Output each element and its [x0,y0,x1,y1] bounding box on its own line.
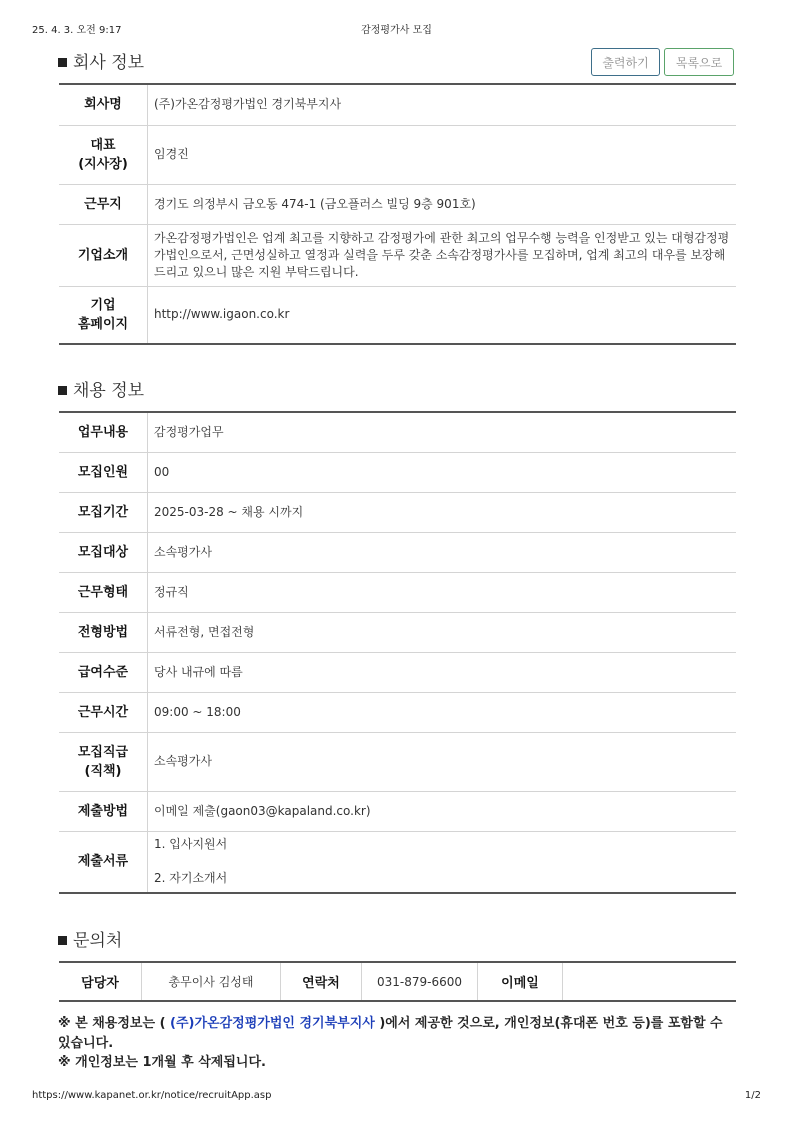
table-row [59,652,736,692]
row-label: 근무지 [59,184,148,224]
square-bullet-icon [58,386,67,395]
homepage-link[interactable]: http://www.igaon.co.kr [154,307,290,322]
table-row [59,962,736,1001]
row-value: 정규직 [148,572,737,612]
table-row [59,286,736,344]
row-value: 이메일 제출(gaon03@kapaland.co.kr) [148,791,737,831]
row-value: 09:00 ~ 18:00 [148,692,737,732]
print-button[interactable]: 출력하기 [591,48,660,76]
row-label: 모집인원 [59,452,148,492]
recruit-section-title [58,376,144,401]
contact-section-title-text: 문의처 [73,931,123,951]
row-label: 모집대상 [59,532,148,572]
row-value: 서류전형, 면접전형 [148,612,737,652]
table-row [59,492,736,532]
row-value: 감정평가업무 [148,412,737,452]
table-row [59,532,736,572]
contact-section-title [58,926,122,951]
row-value: 소속평가사 [148,532,737,572]
notice-prefix: ※ 본 채용정보는 ( [58,1016,171,1031]
phone-label: 연락처 [281,962,362,1001]
table-row [59,612,736,652]
row-value: 2025-03-28 ~ 채용 시까지 [148,492,737,532]
table-row [59,125,736,184]
row-label: 회사명 [59,84,148,125]
notice-suffix: )에서 제공한 것으로, 개인정보(휴대폰 번호 등)를 포함할 수 있습니다. [58,1016,723,1051]
row-value: 1. 입사지원서 2. 자기소개서 [154,837,228,886]
print-datetime: 25. 4. 3. 오전 9:17 [32,25,122,36]
square-bullet-icon [58,936,67,945]
row-value: 소속평가사 [148,732,737,791]
table-row [59,831,736,893]
row-label: 급여수준 [59,652,148,692]
company-intro-value: 가온감정평가법인은 업계 최고를 지향하고 감정평가에 관한 최고의 업무수행 능력을 인정받고 있는 대형감정평가법인으로서, 근면성실하고 열정과 실력을 두루 갖춘 소속감정평가사를 모집하며, 업계 최고의 대우를 보장해드리고 있으니 많은 지원 부탁드립니다. [148,224,737,286]
contact-table [59,961,736,1002]
row-label: 모집기간 [59,492,148,532]
representative-value: 임경진 [148,125,737,184]
table-row [59,452,736,492]
square-bullet-icon [58,58,67,67]
notice-company: (주)가온감정평가법인 경기북부지사 [170,1016,375,1031]
manager-value: 총무이사 김성태 [142,962,281,1001]
row-label: 모집직급 (직책) [59,732,148,791]
company-info-table [59,83,736,345]
deletion-notice: ※ 개인정보는 1개월 후 삭제됩니다. [58,1055,266,1070]
company-name-value: (주)가온감정평가법인 경기북부지사 [148,84,737,125]
row-label: 제출서류 [59,831,148,893]
row-label: 제출방법 [59,791,148,831]
row-label: 대표 (지사장) [59,125,148,184]
row-label: 근무시간 [59,692,148,732]
table-row [59,412,736,452]
manager-label: 담당자 [59,962,142,1001]
table-row [59,732,736,791]
company-section-title-text: 회사 정보 [73,53,145,73]
company-section-title [58,48,144,73]
table-row [59,791,736,831]
recruit-info-table [59,411,736,894]
row-label: 전형방법 [59,612,148,652]
page-number: 1/2 [744,1090,761,1101]
table-row [59,692,736,732]
phone-value: 031-879-6600 [362,962,478,1001]
table-row [59,84,736,125]
row-label: 기업 홈페이지 [59,286,148,344]
row-value: 00 [148,452,737,492]
back-to-list-button[interactable]: 목록으로 [664,48,734,76]
recruit-section-title-text: 채용 정보 [73,381,145,401]
privacy-notice [58,1014,738,1054]
email-value [563,962,737,1001]
row-label: 업무내용 [59,412,148,452]
email-label: 이메일 [478,962,563,1001]
print-title: 감정평가사 모집 [361,25,432,36]
table-row [59,224,736,286]
row-value: 당사 내규에 따름 [148,652,737,692]
table-row [59,184,736,224]
table-row [59,572,736,612]
print-url: https://www.kapanet.or.kr/notice/recruitApp.asp [32,1090,272,1101]
workplace-value: 경기도 의정부시 금오동 474-1 (금오플러스 빌딩 9층 901호) [148,184,737,224]
row-label: 기업소개 [59,224,148,286]
row-label: 근무형태 [59,572,148,612]
